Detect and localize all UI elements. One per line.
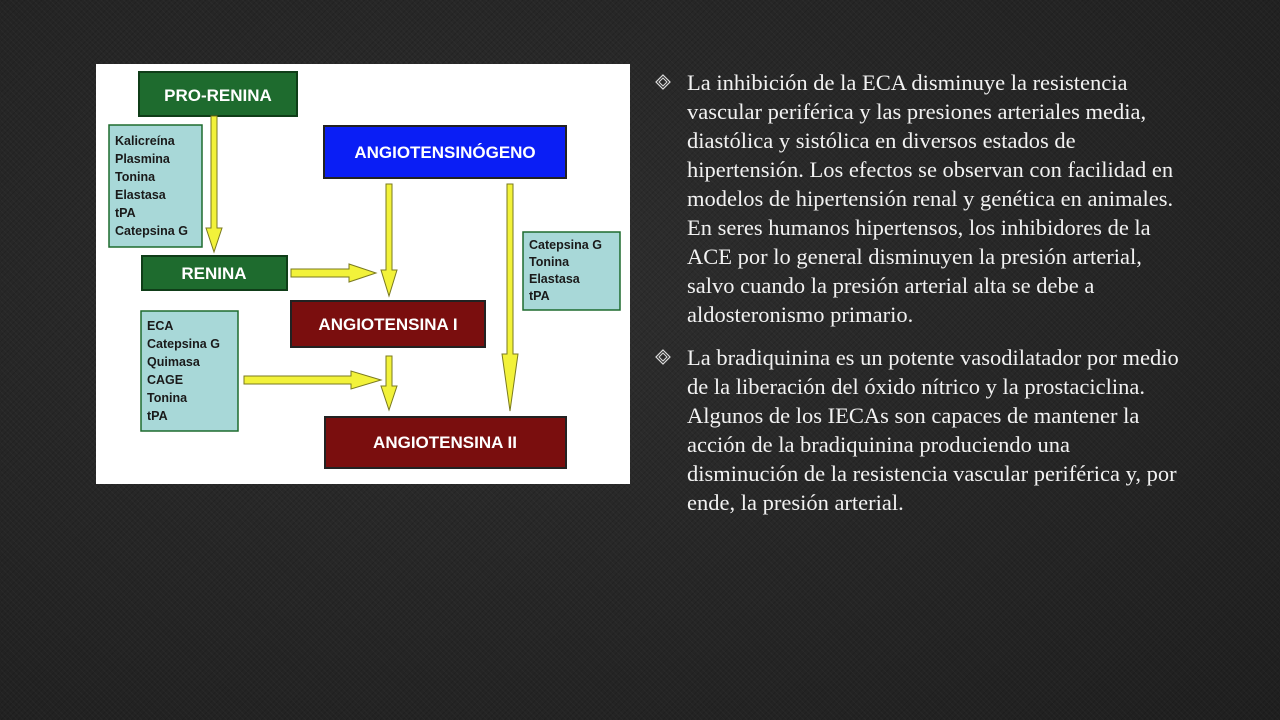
enzyme-label: Catepsina G	[147, 337, 220, 351]
enzyme-label: Plasmina	[115, 152, 170, 166]
box-prorenina-label: PRO-RENINA	[164, 86, 272, 105]
enzyme-label: Catepsina G	[529, 238, 602, 252]
enzyme-label: Elastasa	[529, 272, 580, 286]
box-angiotensina1	[291, 301, 485, 347]
raas-diagram	[96, 64, 630, 484]
box-prorenina	[139, 72, 297, 116]
box-angiotensinogeno	[324, 126, 566, 178]
enzyme-label: CAGE	[147, 373, 184, 387]
arrow-enzymes-eca	[244, 371, 381, 389]
arrow-angiotensinogeno-angiotensina1	[381, 184, 397, 296]
enzyme-label: ECA	[147, 319, 174, 333]
box-angiotensinogeno-label: ANGIOTENSINÓGENO	[354, 143, 536, 162]
diamond-bullet-icon	[655, 74, 671, 90]
enzyme-label: Quimasa	[147, 355, 200, 369]
enzymes-angiotensinogeno	[523, 232, 620, 310]
enzyme-label: Elastasa	[115, 188, 166, 202]
bullet-text: La inhibición de la ECA disminuye la resistencia vascular periférica y las presiones arteriales media, diastólica y sistólica en diversos estados de hipertensión. Los efectos se observan con facilidad en modelos de hipertensión renal y genética en animales. En seres humanos hipertensos, los inhibidores de la ACE por lo general disminuyen la presión arterial, salvo cuando la presión arterial alta se debe a aldosteronismo primario.	[687, 70, 1174, 327]
box-angiotensina2	[325, 417, 566, 468]
enzyme-label: Tonina	[115, 170, 156, 184]
text-area	[640, 68, 1180, 531]
arrow-angiotensina1-angiotensina2	[381, 356, 397, 410]
enzymes-prorenina	[109, 125, 202, 247]
enzyme-label: Kalicreína	[115, 134, 175, 148]
enzyme-label: Tonina	[147, 391, 188, 405]
enzyme-label: tPA	[115, 206, 136, 220]
enzyme-label: Tonina	[529, 255, 570, 269]
bullet-item-bradykinin	[640, 343, 1180, 517]
box-angiotensina2-label: ANGIOTENSINA II	[373, 433, 517, 452]
box-angiotensina1-label: ANGIOTENSINA I	[318, 315, 458, 334]
bullet-item-ace-inhibition	[640, 68, 1180, 329]
bullet-text: La bradiquinina es un potente vasodilatador por medio de la liberación del óxido nítrico y la prostaciclina. Algunos de los IECAs son capaces de mantener la acción de la bradiquinina produciendo una disminución de la resistencia vascular periférica y, por ende, la presión arterial.	[687, 345, 1179, 515]
enzymes-angiotensina1	[141, 311, 238, 431]
diamond-bullet-icon	[655, 349, 671, 365]
box-renina-label: RENINA	[181, 264, 247, 283]
enzyme-label: Catepsina G	[115, 224, 188, 238]
arrow-prorenina-renina	[206, 116, 222, 252]
arrow-angiotensinogeno-angiotensina2	[502, 184, 518, 411]
arrow-renina	[291, 264, 376, 282]
enzyme-label: tPA	[147, 409, 168, 423]
diagram-canvas	[96, 64, 630, 484]
enzyme-label: tPA	[529, 289, 550, 303]
box-renina	[142, 256, 287, 290]
